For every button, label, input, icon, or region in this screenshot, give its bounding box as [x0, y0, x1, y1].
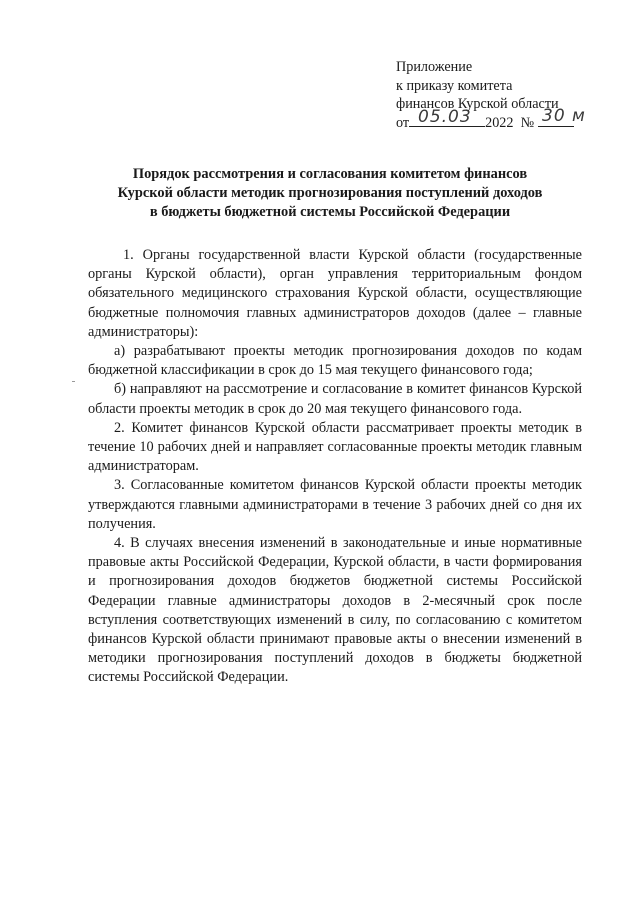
paragraph-1: 1. Органы государственной власти Курской области (государственные органы Курской области), орган управления территориальным фондом обязательного медицинского страхования Курской области, осуществляющие бюджетные полномочия главных администраторов доходов (далее – главные администраторы): — [88, 247, 582, 340]
annex-title: Приложение — [396, 59, 473, 75]
paragraph-4: 4. В случаях внесения изменений в законодательные и иные нормативные правовые акты Российской Федерации, Курской области, в части формирования и прогнозирования доходов бюджетов бюджетной системы Российской Федерации главные администраторы доходов в 2-месячный срок после вступления соответствующих изменений в силу, по согласованию с комитетом финансов Курской области принимают правовые акты о внесении изменений в методики прогнозирования поступлений доходов в бюджеты бюджетной системы Российской Федерации. — [88, 535, 582, 686]
annex-date-line — [396, 105, 616, 133]
annex-block — [396, 58, 616, 132]
date-year: 2022 — [485, 114, 514, 131]
title-line-2: Курской области методик прогнозирования поступлений доходов — [117, 185, 543, 201]
scan-mark — [72, 381, 75, 382]
paragraph-1b: б) направляют на рассмотрение и согласование в комитет финансов Курской области проекты методик в срок до 20 мая текущего финансового года. — [88, 381, 582, 417]
title-line-3: в бюджеты бюджетной системы Российской Федерации — [149, 204, 511, 220]
annex-order-ref: к приказу комитета — [396, 77, 513, 94]
paragraph-1a: а) разрабатывают проекты методик прогнозирования доходов по кодам бюджетной классификации в срок до 15 мая текущего финансового года; — [88, 343, 582, 379]
document-title — [70, 165, 590, 222]
title-line-1: Порядок рассмотрения и согласования комитетом финансов — [132, 166, 528, 182]
document-body — [88, 246, 582, 688]
number-sign: № — [520, 114, 535, 131]
handwritten-date: 05.03 — [418, 106, 472, 127]
handwritten-number: 30 м — [542, 105, 586, 126]
paragraph-3: 3. Согласованные комитетом финансов Курской области проекты методик утверждаются главными администраторами в течение 3 рабочих дней со дня их получения. — [88, 477, 582, 532]
date-prefix: от — [396, 114, 410, 131]
paragraph-2: 2. Комитет финансов Курской области рассматривает проекты методик в течение 10 рабочих дней и направляет согласованные проекты методик главным администраторам. — [88, 419, 582, 475]
annex-committee: финансов Курской области — [396, 96, 559, 112]
